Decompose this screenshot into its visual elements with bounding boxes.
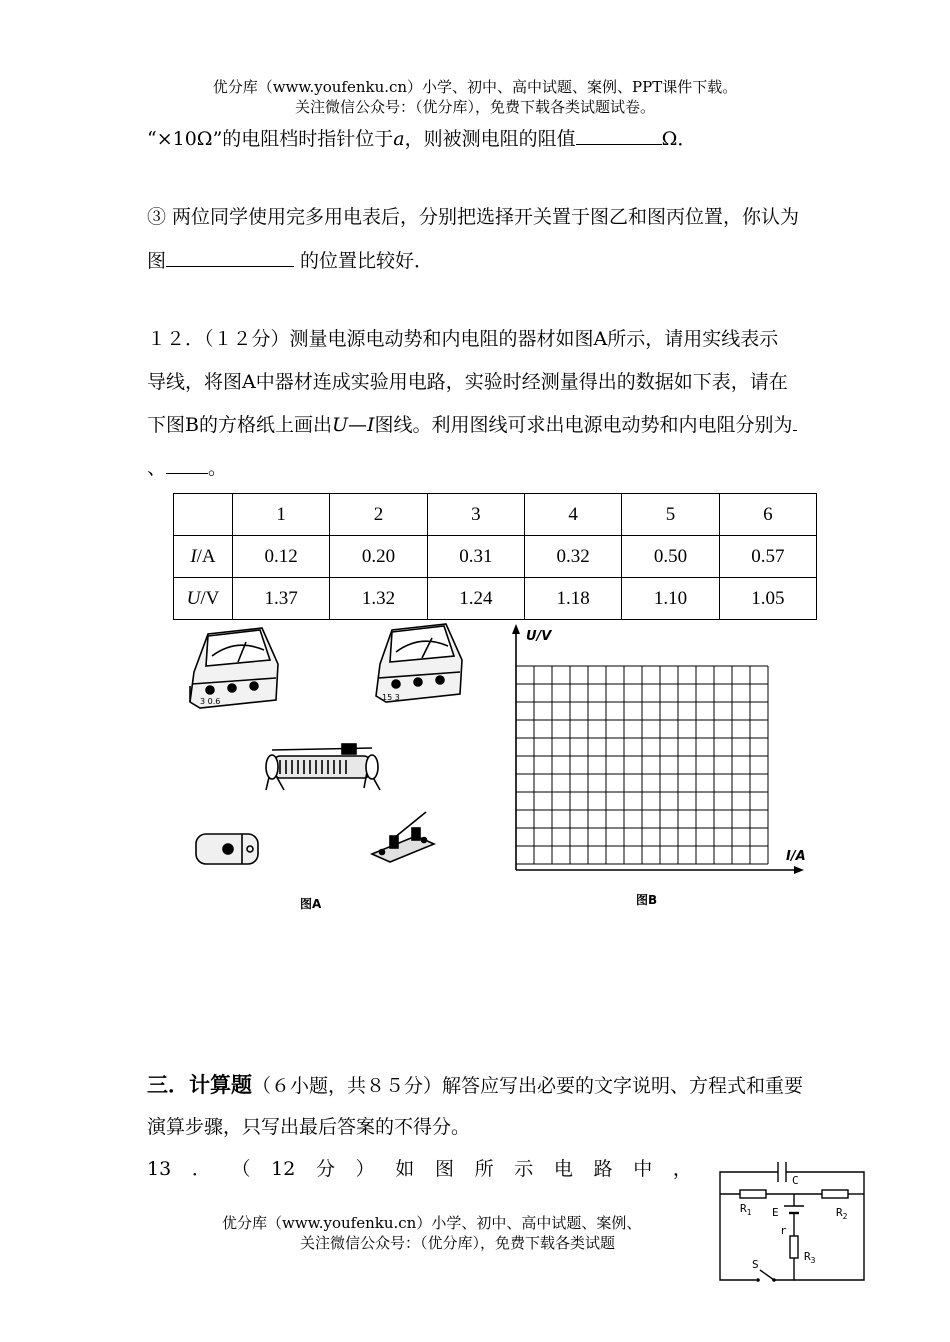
resistor-r2-icon bbox=[822, 1190, 848, 1198]
table-cell: 0.57 bbox=[719, 536, 816, 578]
q12-line-2: 导线，将图A中器材连成实验用电路，实验时经测量得出的数据如下表，请在 bbox=[147, 371, 788, 393]
answer-blank[interactable] bbox=[576, 126, 662, 145]
table-cell: 0.20 bbox=[330, 536, 427, 578]
row-label bbox=[174, 536, 233, 578]
q13-char: 示 bbox=[514, 1158, 534, 1180]
q13-char: 图 bbox=[434, 1158, 454, 1180]
table-cell: 4 bbox=[524, 494, 621, 536]
q12-line-3 bbox=[147, 412, 797, 437]
battery-icon bbox=[196, 834, 258, 864]
q13-char: 路 bbox=[593, 1158, 613, 1180]
switch-s-icon bbox=[760, 1270, 774, 1280]
q13-char: 13 bbox=[147, 1158, 172, 1180]
switch-contact-icon bbox=[756, 1278, 760, 1282]
switch-contact-icon bbox=[772, 1278, 776, 1282]
label-e: E bbox=[772, 1206, 779, 1219]
table-cell: 6 bbox=[719, 494, 816, 536]
q11-item3-line-1: ③ 两位同学使用完多用电表后，分别把选择开关置于图乙和图丙位置，你认为 bbox=[147, 206, 800, 228]
header-line-1: 优分库（www.youfenku.cn）小学、初中、高中试题、案例、PPT课件下载。 bbox=[212, 78, 738, 96]
table-row bbox=[174, 578, 817, 620]
q13-char: 电 bbox=[553, 1158, 573, 1180]
figure-b bbox=[500, 622, 820, 912]
q11-text: 的位置比较好． bbox=[294, 250, 434, 272]
label-c: C bbox=[792, 1174, 799, 1187]
q12-var-u: U bbox=[331, 414, 348, 436]
table-cell: 1.05 bbox=[719, 578, 816, 620]
ammeter-icon bbox=[190, 628, 278, 708]
q12-line-1: １２．（１２分）测量电源电动势和内电阻的器材如图A所示，请用实线表示 bbox=[147, 328, 779, 350]
row-label bbox=[174, 578, 233, 620]
section-desc: （６小题，共８５分）解答应写出必要的文字说明、方程式和重要 bbox=[252, 1075, 804, 1097]
q11-var-a: a bbox=[393, 128, 405, 150]
x-axis-label: I/A bbox=[786, 849, 806, 864]
answer-blank[interactable] bbox=[166, 455, 208, 474]
table-cell: 0.50 bbox=[622, 536, 719, 578]
label-s: S bbox=[752, 1258, 759, 1271]
grid-paper bbox=[516, 666, 768, 864]
q13-char: 12 bbox=[271, 1158, 296, 1180]
q13-char: 中 bbox=[633, 1158, 653, 1180]
q13-char: 所 bbox=[474, 1158, 494, 1180]
section3-line-2: 演算步骤，只写出最后答案的不得分。 bbox=[147, 1116, 471, 1138]
figure-b-caption: 图B bbox=[636, 893, 658, 907]
row-var: U bbox=[186, 587, 201, 609]
table-cell: 0.12 bbox=[233, 536, 330, 578]
q12-text: 。 bbox=[208, 457, 228, 479]
q11-text: “×10Ω”的电阻档时指针位于 bbox=[147, 128, 394, 150]
section3-line-1 bbox=[147, 1073, 803, 1098]
circuit-diagram bbox=[712, 1160, 872, 1290]
x-axis-arrow-icon bbox=[794, 866, 804, 874]
q12-var-i: I bbox=[366, 414, 375, 436]
section-title: 三．计算题 bbox=[147, 1073, 252, 1097]
q12-text: 图线。利用图线可求出电源电动势和内电阻分别为 bbox=[374, 414, 793, 436]
resistor-r1-icon bbox=[740, 1190, 766, 1198]
table-cell: 1.37 bbox=[233, 578, 330, 620]
q12-text: 下图B的方格纸上画出 bbox=[147, 414, 332, 436]
rheostat-icon bbox=[266, 744, 380, 790]
label-r2: $R_2$ bbox=[836, 1206, 848, 1221]
table-cell: 2 bbox=[330, 494, 427, 536]
q13-line-1 bbox=[147, 1157, 692, 1181]
figure-a bbox=[180, 622, 480, 922]
table-cell: 1.24 bbox=[427, 578, 524, 620]
row-unit: /A bbox=[196, 545, 216, 567]
label-r3: $R_3$ bbox=[804, 1250, 816, 1265]
table-cell: 1.32 bbox=[330, 578, 427, 620]
voltmeter-icon bbox=[376, 624, 462, 702]
q12-line-4 bbox=[147, 455, 227, 480]
q13-char: ． bbox=[191, 1158, 211, 1180]
table-cell: 5 bbox=[622, 494, 719, 536]
answer-blank[interactable] bbox=[166, 248, 294, 267]
q13-char: ） bbox=[355, 1158, 375, 1180]
row-unit: /V bbox=[200, 587, 220, 609]
table-cell: 1 bbox=[233, 494, 330, 536]
ammeter-scale: 3 0.6 bbox=[200, 697, 221, 706]
footer-line-2: 关注微信公众号：（优分库），免费下载各类试题 bbox=[300, 1234, 616, 1252]
table-cell: 1.18 bbox=[524, 578, 621, 620]
q12-text: 、 bbox=[147, 457, 167, 479]
q13-char: ， bbox=[672, 1158, 692, 1180]
y-axis-arrow-icon bbox=[512, 624, 520, 634]
q13-char: 分 bbox=[315, 1158, 335, 1180]
answer-blank[interactable] bbox=[793, 412, 797, 431]
figure-a-caption: 图A bbox=[300, 897, 322, 911]
table-cell: 0.31 bbox=[427, 536, 524, 578]
q11-line-1 bbox=[147, 126, 696, 151]
q11-text: ，则被测电阻的阻值 bbox=[404, 128, 576, 150]
q11-unit: Ω． bbox=[661, 128, 697, 150]
q13-char: （ bbox=[231, 1158, 251, 1180]
switch-icon bbox=[372, 812, 434, 862]
table-row bbox=[174, 536, 817, 578]
header-line-2: 关注微信公众号：（优分库），免费下载各类试题试卷。 bbox=[294, 98, 655, 116]
voltmeter-scale: 15 3 bbox=[382, 693, 400, 702]
q11-item3-line-2 bbox=[147, 248, 433, 273]
data-table bbox=[173, 493, 817, 620]
footer-line-1: 优分库（www.youfenku.cn）小学、初中、高中试题、案例、 bbox=[222, 1214, 642, 1232]
table-cell: 3 bbox=[427, 494, 524, 536]
table-cell bbox=[174, 494, 233, 536]
q13-char: 如 bbox=[395, 1158, 415, 1180]
label-r1: $R_1$ bbox=[740, 1202, 752, 1217]
y-axis-label: U/V bbox=[526, 629, 552, 644]
q11-text: 图 bbox=[147, 250, 167, 272]
row-var: I bbox=[190, 545, 197, 567]
resistor-r3-icon bbox=[790, 1236, 798, 1258]
q12-dash: — bbox=[347, 414, 367, 436]
label-r: r bbox=[780, 1224, 787, 1237]
table-cell: 0.32 bbox=[524, 536, 621, 578]
table-header-row bbox=[174, 494, 817, 536]
table-cell: 1.10 bbox=[622, 578, 719, 620]
